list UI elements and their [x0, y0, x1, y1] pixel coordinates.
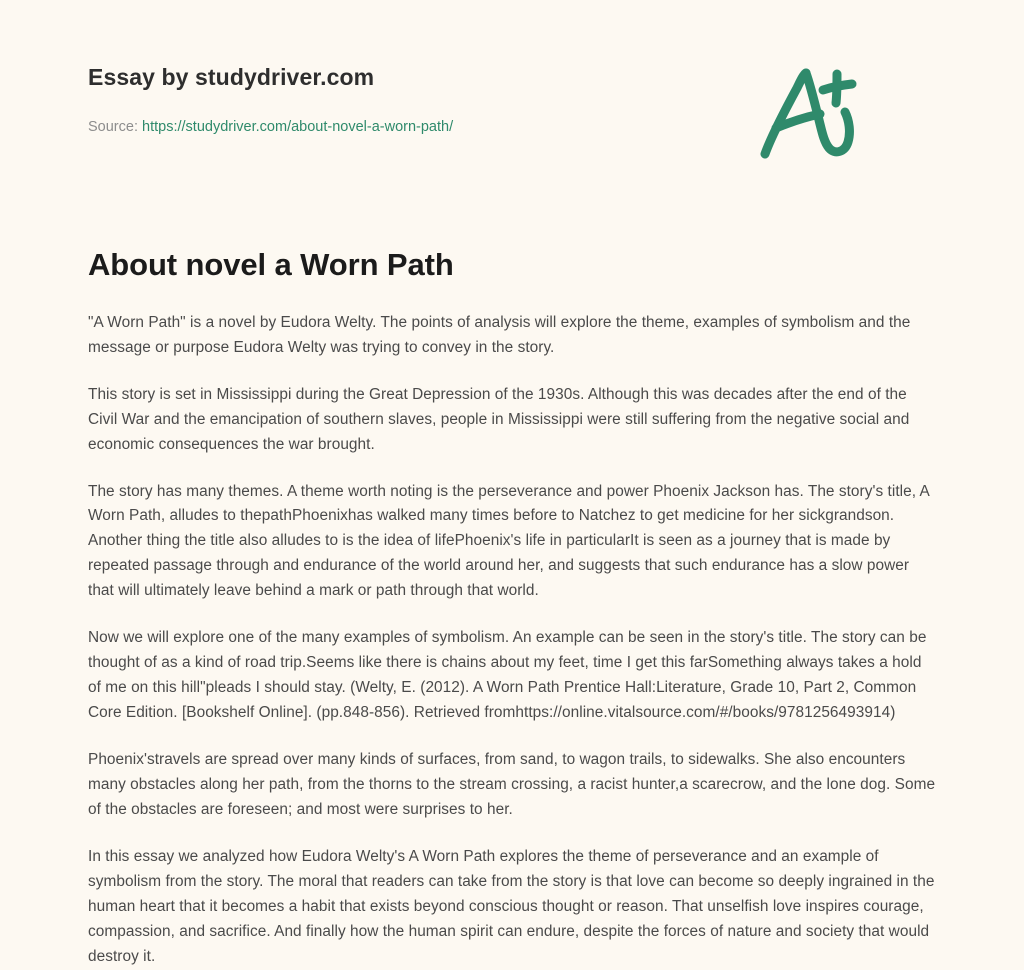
paragraph: This story is set in Mississippi during the Great Depression of the 1930s. Although this was decades after the end of the Civil War and the emancipation of southern slaves, people in Mississippi were still suffering from the negative social and economic consequences the war brought. — [88, 385, 910, 453]
studydriver-a-plus-logo-icon — [752, 62, 864, 166]
source-label: Source: — [88, 118, 138, 135]
page-title: About novel a Worn Path — [88, 247, 454, 282]
paragraph: Phoenix'stravels are spread over many kinds of surfaces, from sand, to wagon trails, to sidewalks. She also encounters many obstacles along her path, from the thorns to the stream crossing, a racist hunter,a scarecrow, and the lone dog. Some of the obstacles are foreseen; and most were surprises to her. — [88, 751, 936, 818]
paragraph: "A Worn Path" is a novel by Eudora Welty. The points of analysis will explore the theme, examples of symbolism and the message or purpose Eudora Welty was trying to convey in the story. — [88, 313, 911, 356]
paragraph: In this essay we analyzed how Eudora Welty's A Worn Path explores the theme of perseverance and an example of symbolism from the story. The moral that readers can take from the story is that love can become so deeply ingrained in the human heart that it becomes a habit that exists beyond conscious thought or reason. That unselfish love inspires courage, compassion, and sacrifice. And finally how the human spirit can endure, despite the forces of nature and society that would destroy it. — [88, 847, 935, 965]
byline: Essay by studydriver.com — [88, 64, 375, 90]
article-body — [88, 311, 936, 970]
source-url-link[interactable]: https://studydriver.com/about-novel-a-worn-path/ — [142, 118, 454, 135]
paragraph: The story has many themes. A theme worth noting is the perseverance and power Phoenix Jackson has. The story's title, A Worn Path, alludes to thepathPhoenixhas walked many times before to Natchez to get medicine for her sickgrandson. Another thing the title also alludes to is the idea of lifePhoenix's life in particularIt is seen as a journey that is made by repeated passage through and endurance of the world around her, and suggests that such endurance has a slow power that will ultimately leave behind a mark or path through that world. — [88, 482, 929, 600]
page-header — [88, 0, 936, 150]
paragraph: Now we will explore one of the many examples of symbolism. An example can be seen in the story's title. The story can be thought of as a kind of road trip.Seems like there is chains about my feet, time I get this farSomething always takes a hold of me on this hill"pleads I should stay. (Welty, E. (2012). A Worn Path Prentice Hall:Literature, Grade 10, Part 2, Common Core Edition. [Bookshelf Online]. (pp.848-856). Retrieved fromhttps://online.vitalsource.com/#/books/9781256493914) — [88, 629, 927, 722]
